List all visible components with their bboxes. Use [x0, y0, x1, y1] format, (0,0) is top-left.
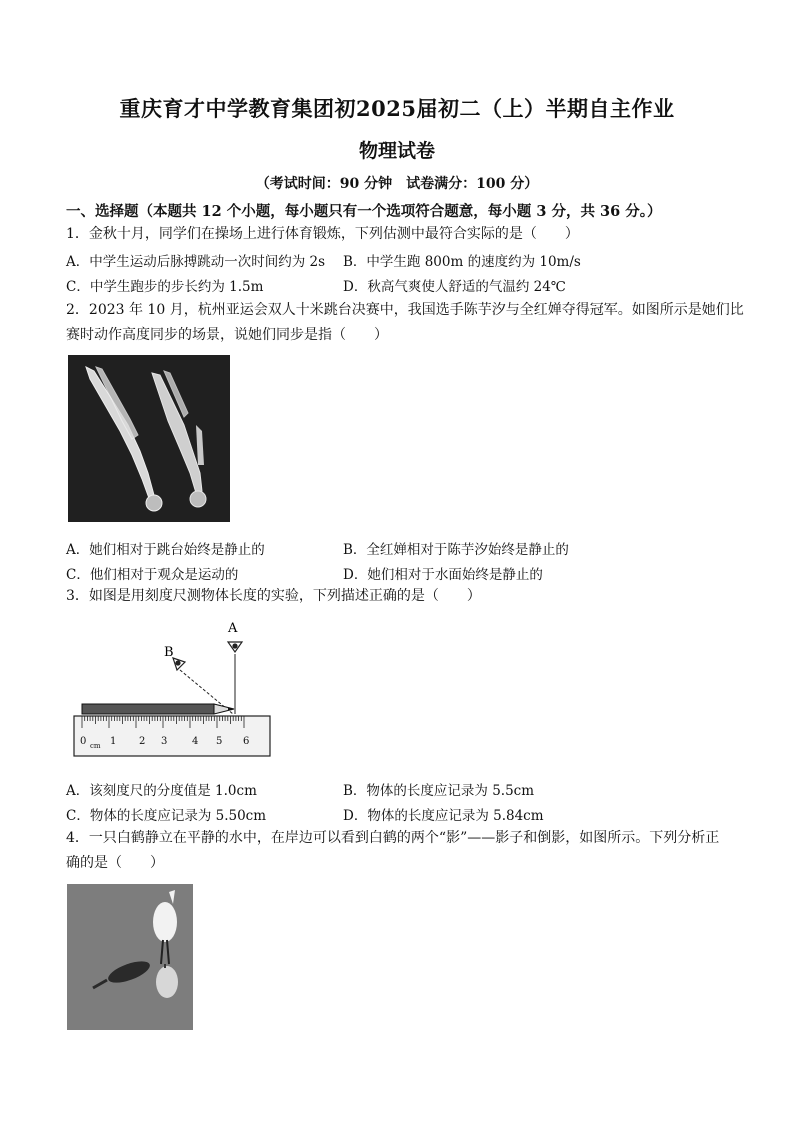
svg-text:4: 4: [192, 736, 199, 747]
question-3-option-a: A．该刻度尺的分度值是 1.0cm: [66, 783, 257, 799]
question-2-option-b: B．全红婵相对于陈芋汐始终是静止的: [343, 542, 569, 558]
crane-photo: [67, 884, 193, 1030]
question-3-option-b: B．物体的长度应记录为 5.5cm: [343, 783, 535, 799]
exam-title: 重庆育才中学教育集团初2025届初二（上）半期自主作业: [119, 96, 675, 121]
question-1-option-b: B．中学生跑 800m 的速度约为 10m/s: [343, 254, 581, 270]
svg-text:2: 2: [139, 736, 146, 747]
ruler-body: [74, 716, 270, 756]
eye-a-icon: [228, 642, 242, 652]
question-4-stem-line2: 确的是（ ）: [66, 855, 164, 871]
question-1-option-d: D．秋高气爽使人舒适的气温约 24℃: [343, 279, 566, 295]
question-2-stem-line2: 赛时动作高度同步的场景，说她们同步是指（ ）: [66, 327, 388, 343]
pencil-object: [82, 704, 234, 714]
svg-text:3: 3: [161, 736, 168, 747]
question-3-stem: 3．如图是用刻度尺测物体长度的实验，下列描述正确的是（ ）: [66, 588, 481, 604]
question-2-option-a: A．她们相对于跳台始终是静止的: [66, 542, 265, 558]
svg-text:6: 6: [243, 736, 250, 747]
question-3-option-d: D．物体的长度应记录为 5.84cm: [343, 808, 544, 824]
question-1-stem: 1．金秋十月，同学们在操场上进行体育锻炼，下列估测中最符合实际的是（ ）: [66, 226, 579, 242]
ruler-figure: [66, 612, 276, 768]
question-1-option-a: A．中学生运动后脉搏跳动一次时间约为 2s: [66, 254, 326, 270]
svg-text:5: 5: [216, 736, 223, 747]
question-2-stem-line1: 2．2023 年 10 月，杭州亚运会双人十米跳台决赛中，我国选手陈芋汐与全红婵夺得冠军。如图所示是她们比: [66, 302, 744, 318]
exam-info: （考试时间：90 分钟 试卷满分：100 分）: [255, 176, 539, 192]
svg-text:1: 1: [110, 736, 117, 747]
eye-b-label: B: [164, 645, 174, 660]
question-4-stem-line1: 4．一只白鹤静立在平静的水中，在岸边可以看到白鹤的两个“影”——影子和倒影，如图所示。下列分析正: [66, 830, 720, 846]
question-2-option-c: C．他们相对于观众是运动的: [66, 567, 239, 583]
question-1-option-c: C．中学生跑步的步长约为 1.5m: [66, 279, 264, 295]
eye-a-label: A: [228, 621, 238, 636]
svg-text:cm: cm: [90, 742, 101, 750]
section-heading: 一、选择题（本题共 12 个小题，每小题只有一个选项符合题意，每小题 3 分，共 36 分。）: [66, 203, 662, 220]
eye-b-icon: [173, 658, 185, 670]
question-3-option-c: C．物体的长度应记录为 5.50cm: [66, 808, 267, 824]
svg-text:0: 0: [80, 736, 87, 747]
diving-photo: [68, 355, 230, 522]
subject-title: 物理试卷: [358, 140, 435, 162]
question-2-option-d: D．她们相对于水面始终是静止的: [343, 567, 543, 583]
